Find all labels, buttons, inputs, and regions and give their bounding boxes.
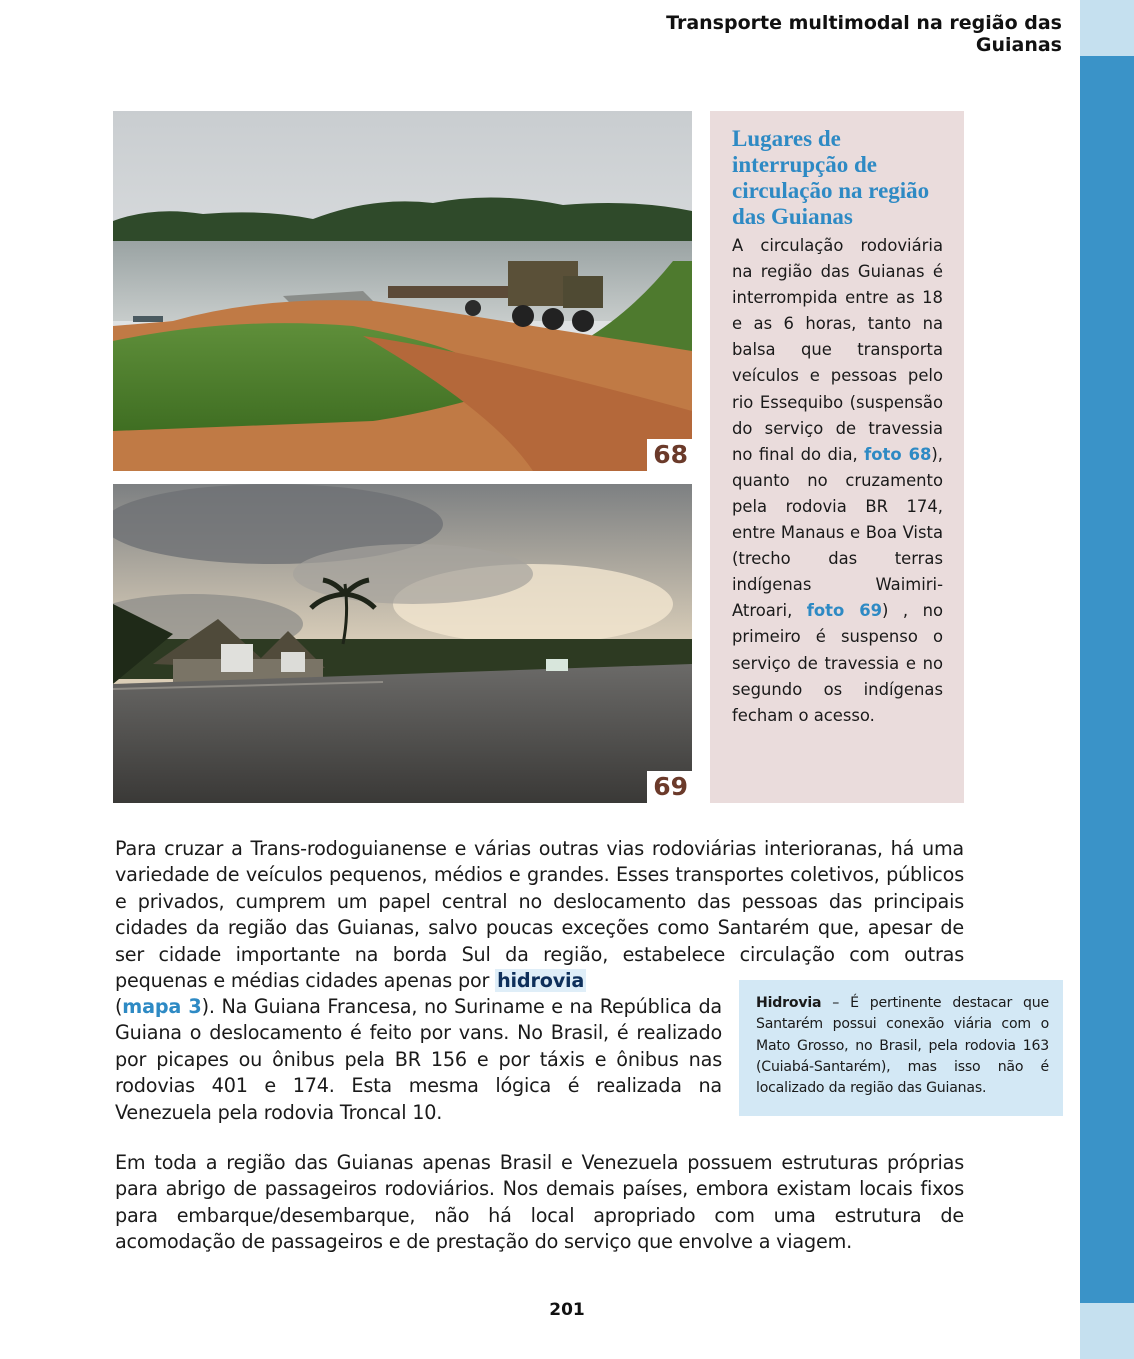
photo-number-69: 69	[647, 771, 692, 803]
body-paragraph-1	[115, 836, 964, 994]
sidebox-text-part3: ) , no primeiro é suspenso o serviço de travessia e no segundo os indígenas fecham o acesso.	[732, 601, 943, 725]
body-paragraph-2: Em toda a região das Guianas apenas Brasil e Venezuela possuem estruturas próprias para abrigo de passageiros rodoviários. Nos demais países, embora existam locais fixos para embarque/desembarque, não há local apropriado com uma estrutura de acomodação de passageiros e de prestação do serviço que envolve a viagem.	[115, 1151, 964, 1254]
body-paragraph-1-continued-text: ). Na Guiana Francesa, no Suriname e na República da Guiana o deslocamento é feito por vans. No Brasil, é realizado por picapes ou ônibus pela BR 156 e por táxis e ônibus nas rodovias 401 e 174. Esta mesma lógica é realizada na Venezuela pela rodovia Troncal 10.	[115, 995, 722, 1124]
side-band-middle	[1080, 56, 1134, 1303]
hidrovia-keyword[interactable]: hidrovia	[497, 969, 585, 993]
sidebox-text-part2: ), quanto no cruzamento pela rodovia BR 174, entre Manaus e Boa Vista (trecho das terras indígenas Waimiri-Atroari,	[732, 444, 943, 621]
side-band-top	[1080, 0, 1134, 56]
photo-68-reference[interactable]: foto 68	[864, 444, 932, 464]
glossary-term: Hidrovia	[756, 995, 822, 1011]
photo-road-sunset	[113, 484, 692, 803]
glossary-text	[756, 993, 1049, 1099]
body-paragraph-1-continued	[115, 994, 722, 1126]
sidebox-interruption-places	[710, 111, 964, 803]
page-number: 201	[549, 1300, 585, 1320]
glossary-definition: – É pertinente destacar que Santarém possui conexão viária com o Mato Grosso, no Brasil, pela rodovia 163 (Cuiabá-Santarém), mas isso não é localizado da região das Guianas.	[756, 995, 1049, 1097]
running-title: Transporte multimodal na região das Guianas	[666, 12, 1062, 56]
sidebox-text	[732, 233, 943, 729]
sidebox-text-part1: A circulação rodoviária na região das Guianas é interrompida entre as 18 e as 6 horas, tanto na balsa que transporta veículos e pessoas pelo rio Essequibo (suspensão do serviço de travessia no final do dia,	[732, 236, 943, 464]
map-3-reference[interactable]: mapa 3	[122, 995, 202, 1018]
photo-number-68: 68	[647, 439, 692, 471]
glossary-box	[739, 980, 1063, 1116]
sidebox-title: Lugares de interrupção de circulação na região das Guianas	[732, 126, 930, 229]
body-paragraph-1-text: Para cruzar a Trans-rodoguianense e várias outras vias rodoviárias interioranas, há uma variedade de veículos pequenos, médios e grandes. Esses transportes coletivos, públicos e privados, cumprem um papel central no deslocamento das pessoas das principais cidades da região das Guianas, salvo poucas exceções como Santarém que, apesar de ser cidade importante na borda Sul da região, estabelece circulação com outras pequenas e médias cidades apenas por	[115, 837, 964, 993]
photo-ferry-river	[113, 111, 692, 471]
paren-open: (	[115, 995, 123, 1018]
photo-69-reference[interactable]: foto 69	[806, 601, 883, 621]
